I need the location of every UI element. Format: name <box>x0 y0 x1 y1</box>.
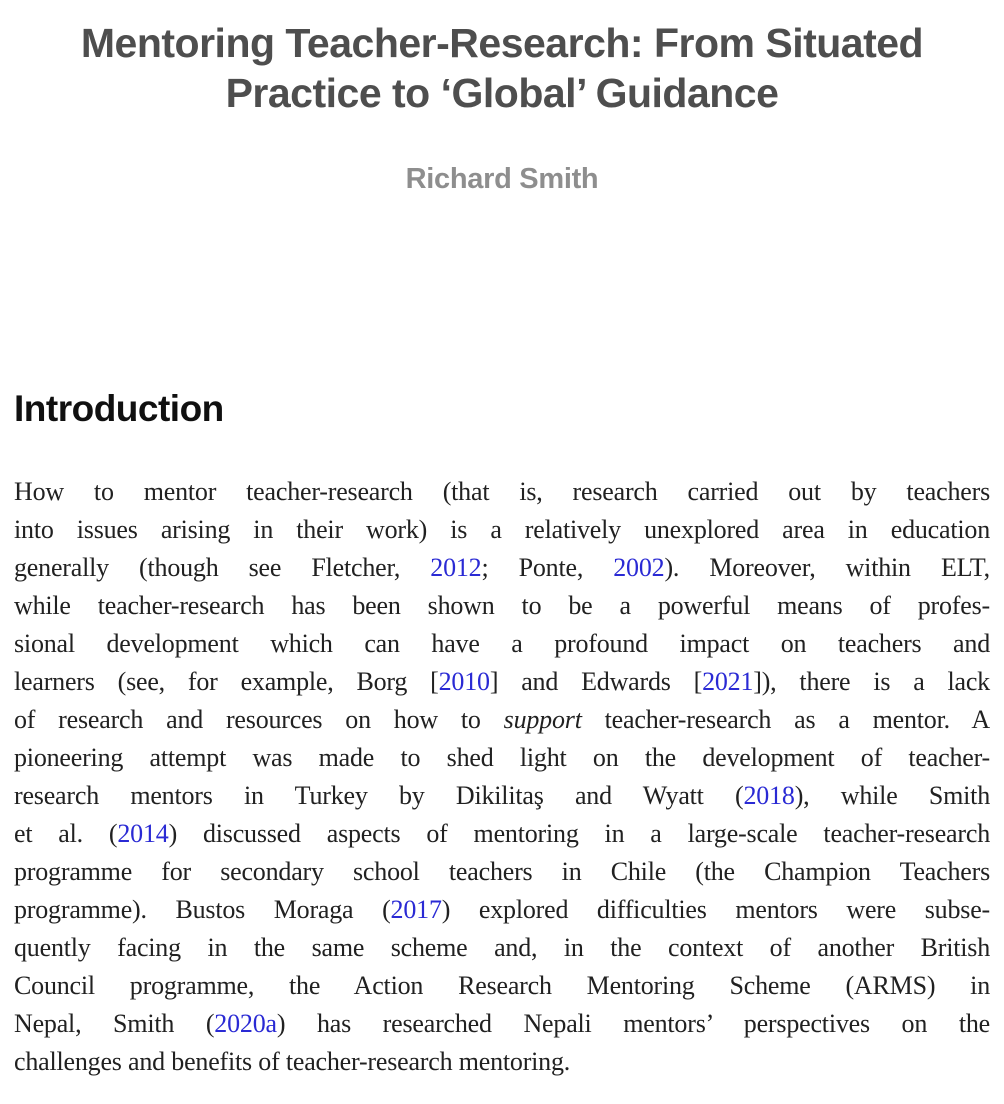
text-run: while teacher-research has been shown to be a powerful means of profes- <box>14 591 990 620</box>
citation-link[interactable]: 2018 <box>743 781 795 810</box>
text-run: pioneering attempt was made to shed light on the development of teacher- <box>14 743 990 772</box>
text-run: ; Ponte, <box>481 553 614 582</box>
text-run: teacher-research as a mentor. A <box>581 705 990 734</box>
citation-link[interactable]: 2020a <box>214 1009 277 1038</box>
author-name: Richard Smith <box>405 163 599 195</box>
text-run: of research and resources on how to <box>14 705 504 734</box>
paragraph-line <box>14 701 990 739</box>
text-run: programme for secondary school teachers in Chile (the Champion Teachers <box>14 857 990 886</box>
text-run: ) discussed aspects of mentoring in a large-scale teacher-research <box>168 819 990 848</box>
text-run: Council programme, the Action Research Mentoring Scheme (ARMS) in <box>14 971 990 1000</box>
text-run: ). Moreover, within ELT, <box>664 553 990 582</box>
paragraph-line <box>14 891 990 929</box>
text-run: et al. ( <box>14 819 118 848</box>
paragraph-line <box>14 549 990 587</box>
text-run: research mentors in Turkey by Dikilitaş and Wyatt ( <box>14 781 744 810</box>
paragraph-line <box>14 739 990 777</box>
text-run: programme). Bustos Moraga ( <box>14 895 391 924</box>
paragraph-line <box>14 815 990 853</box>
citation-link[interactable]: 2021 <box>702 667 754 696</box>
citation-link[interactable]: 2017 <box>390 895 442 924</box>
introduction-paragraph <box>14 473 990 1081</box>
paragraph-line <box>14 511 990 549</box>
citation-link[interactable]: 2012 <box>430 553 482 582</box>
text-run: learners (see, for example, Borg [ <box>14 667 439 696</box>
text-run: ) has researched Nepali mentors’ perspectives on the <box>276 1009 990 1038</box>
paragraph-line <box>14 587 990 625</box>
text-run: into issues arising in their work) is a relatively unexplored area in education <box>14 515 990 544</box>
text-run: ) explored difficulties mentors were subse- <box>441 895 991 924</box>
text-run: challenges and benefits of teacher-research mentoring. <box>14 1047 571 1076</box>
text-run: ), while Smith <box>794 781 990 810</box>
paragraph-line <box>14 473 990 511</box>
paragraph-line <box>14 967 990 1005</box>
text-run: Nepal, Smith ( <box>14 1009 215 1038</box>
text-run: How to mentor teacher-research (that is, research carried out by teachers <box>14 477 990 506</box>
page-title <box>0 18 1004 118</box>
paragraph-line <box>14 1005 990 1043</box>
paragraph-line <box>14 777 990 815</box>
page-title-line-1: Mentoring Teacher-Research: From Situated <box>80 20 924 66</box>
italic-text: support <box>503 705 582 734</box>
section-heading-introduction: Introduction <box>14 388 224 429</box>
text-run: sional development which can have a profound impact on teachers and <box>14 629 990 658</box>
text-run: ] and Edwards [ <box>489 667 703 696</box>
paragraph-line <box>14 853 990 891</box>
text-run: generally (though see Fletcher, <box>14 553 431 582</box>
citation-link[interactable]: 2002 <box>613 553 665 582</box>
paragraph-line <box>14 625 990 663</box>
paragraph-line <box>14 663 990 701</box>
citation-link[interactable]: 2014 <box>117 819 169 848</box>
page-title-line-2: Practice to ‘Global’ Guidance <box>225 70 779 116</box>
text-run: quently facing in the same scheme and, in the context of another British <box>14 933 990 962</box>
text-run: ]), there is a lack <box>753 667 990 696</box>
citation-link[interactable]: 2010 <box>438 667 490 696</box>
paragraph-line <box>14 929 990 967</box>
paragraph-line <box>14 1043 990 1081</box>
